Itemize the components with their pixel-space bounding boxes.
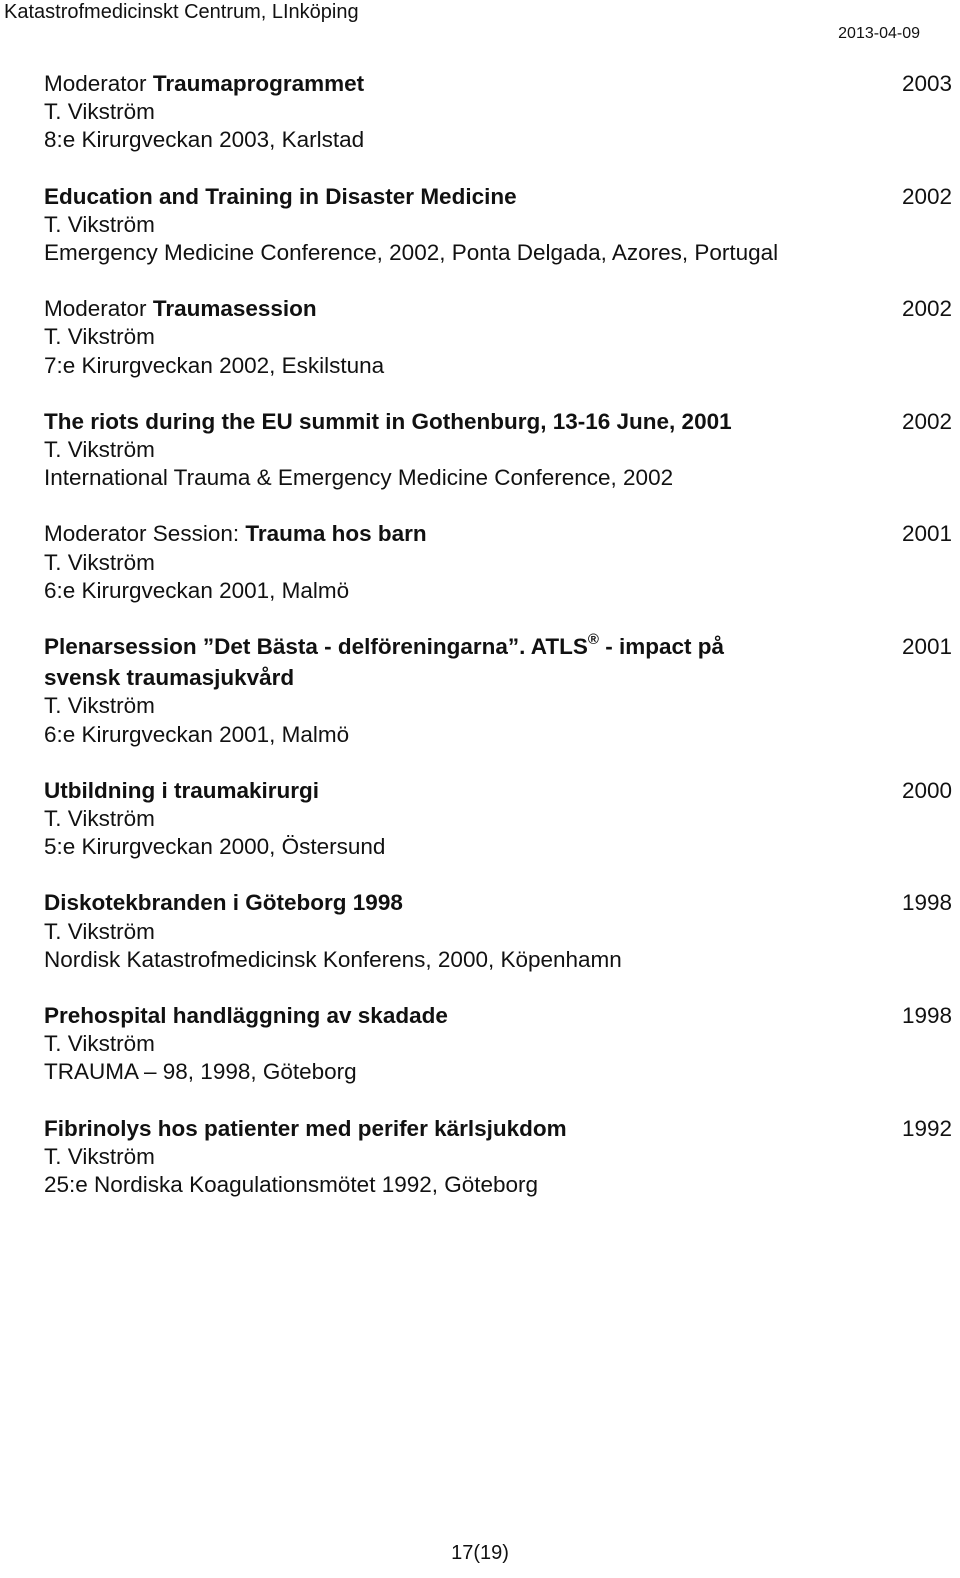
entry-author: T. Vikström	[44, 1031, 155, 1057]
entry-year: 1998	[901, 890, 952, 916]
entry-venue: Emergency Medicine Conference, 2002, Ponta Delgada, Azores, Portugal	[44, 240, 779, 266]
entry-title	[44, 520, 824, 548]
list-item	[44, 1002, 952, 1087]
entry-year: 2001	[901, 521, 952, 547]
entry-title: Education and Training in Disaster Medicine	[44, 183, 517, 209]
registered-mark: ®	[587, 631, 599, 649]
entry-year: 1992	[901, 1115, 952, 1141]
entry-venue: 6:e Kirurgveckan 2001, Malmö	[44, 577, 350, 603]
entry-year: 2002	[901, 296, 952, 322]
entry-prefix: Moderator	[44, 296, 153, 322]
entry-author: T. Vikström	[44, 324, 155, 350]
list-item	[44, 889, 952, 974]
entry-title: Diskotekbranden i Göteborg 1998	[44, 890, 403, 916]
entry-title: Prehospital handläggning av skadade	[44, 1003, 448, 1029]
list-item	[44, 408, 952, 493]
entry-title-line2: svensk traumasjukvård	[44, 665, 295, 691]
entry-year: 2001	[901, 634, 952, 660]
entry-title-text: Traumasession	[152, 296, 317, 322]
entry-author: T. Vikström	[44, 1143, 155, 1169]
entry-author: T. Vikström	[44, 437, 155, 463]
list-item	[44, 520, 952, 605]
entry-year: 2002	[901, 408, 952, 434]
entry-title: The riots during the EU summit in Gothenburg, 13-16 June, 2001	[44, 408, 732, 434]
entry-venue: International Trauma & Emergency Medicine Conference, 2002	[44, 465, 674, 491]
entry-author: T. Vikström	[44, 918, 155, 944]
entry-title-text: Trauma hos barn	[245, 521, 427, 547]
header-org: Katastrofmedicinskt Centrum, LInköping	[4, 1, 359, 23]
entry-venue: Nordisk Katastrofmedicinsk Konferens, 2000, Köpenhamn	[44, 946, 622, 972]
list-item	[44, 295, 952, 380]
entry-title-part-a: Plenarsession ”Det Bästa - delföreningarna”. ATLS	[44, 634, 588, 660]
entry-author: T. Vikström	[44, 99, 155, 125]
entry-title-text: Traumaprogrammet	[152, 71, 365, 96]
list-item	[44, 1115, 952, 1200]
entry-prefix: Moderator Session:	[44, 521, 246, 547]
entry-author: T. Vikström	[44, 549, 155, 575]
list-item	[44, 777, 952, 862]
page-number: 17(19)	[451, 1542, 509, 1564]
entry-title: Utbildning i traumakirurgi	[44, 777, 320, 803]
list-item	[44, 70, 952, 155]
entry-year: 2003	[901, 71, 952, 96]
entry-year: 2002	[901, 183, 952, 209]
entry-year: 1998	[901, 1003, 952, 1029]
entry-venue: TRAUMA – 98, 1998, Göteborg	[44, 1059, 357, 1085]
header-date: 2013-04-09	[838, 25, 920, 42]
entry-title	[44, 633, 824, 664]
entry-title: Fibrinolys hos patienter med perifer kärlsjukdom	[44, 1115, 567, 1141]
entry-venue: 6:e Kirurgveckan 2001, Malmö	[44, 721, 350, 747]
entry-venue: 7:e Kirurgveckan 2002, Eskilstuna	[44, 352, 385, 378]
list-item	[44, 183, 952, 268]
presentation-list	[44, 70, 952, 1199]
entry-venue: 25:e Nordiska Koagulationsmötet 1992, Göteborg	[44, 1172, 539, 1198]
entry-title-part-b: - impact på	[598, 634, 724, 660]
entry-author: T. Vikström	[44, 806, 155, 832]
entry-author: T. Vikström	[44, 693, 155, 719]
entry-venue: 5:e Kirurgveckan 2000, Östersund	[44, 834, 386, 860]
entry-year: 2000	[901, 777, 952, 803]
entry-prefix: Moderator	[44, 71, 153, 96]
entry-title	[44, 295, 824, 323]
entry-author: T. Vikström	[44, 211, 155, 237]
list-item	[44, 633, 952, 749]
entry-venue: 8:e Kirurgveckan 2003, Karlstad	[44, 127, 365, 153]
entry-title	[44, 70, 824, 98]
